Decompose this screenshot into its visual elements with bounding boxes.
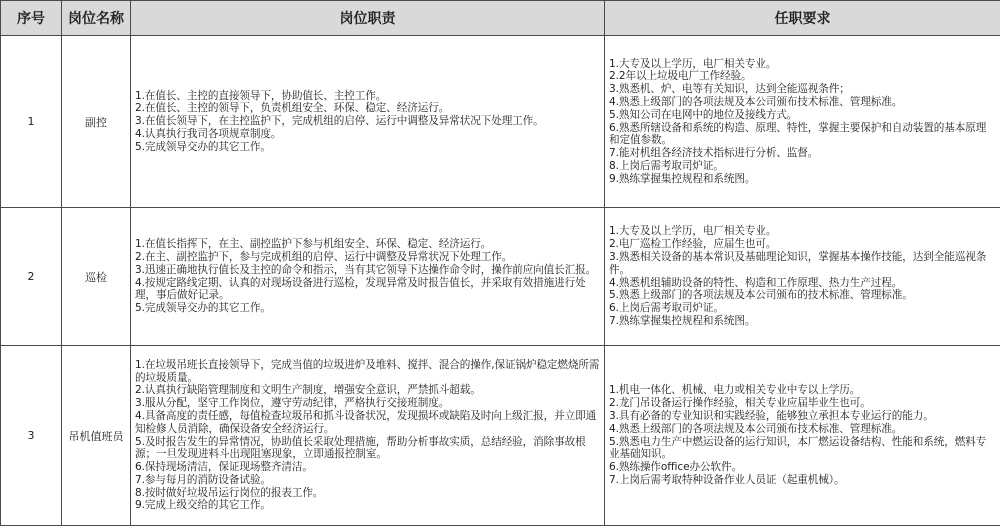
duties-list	[135, 238, 600, 315]
duty-item: 3.服从分配，坚守工作岗位，遵守劳动纪律，严格执行交接班制度。	[135, 397, 450, 410]
requirements-list	[609, 384, 996, 486]
requirement-item: 1.大专及以上学历，电厂相关专业。	[609, 225, 777, 238]
table-row	[1, 346, 1000, 526]
duty-item: 2.认真执行缺陷管理制度和文明生产制度，增强安全意识，严禁抓斗超载。	[135, 384, 481, 397]
duty-item: 1.在值长、主控的直接领导下，协助值长、主控工作。	[135, 89, 387, 102]
header-requirements: 任职要求	[605, 1, 1000, 36]
header-seq: 序号	[1, 1, 62, 36]
requirements-list	[609, 225, 996, 327]
row-duties-cell	[131, 346, 605, 526]
requirement-item: 4.熟悉上级部门的各项法规及本公司颁布技术标准、管理标准。	[609, 95, 903, 108]
row-requirements-cell	[605, 36, 1000, 208]
duties-list	[135, 359, 600, 513]
requirement-item: 1.机电一体化、机械、电力或相关专业中专以上学历。	[609, 384, 861, 397]
requirement-item: 2.电厂巡检工作经验，应届生也可。	[609, 238, 777, 251]
duty-item: 1.在值长指挥下，在主、副控监护下参与机组安全、环保、稳定、经济运行。	[135, 238, 492, 251]
requirement-item: 3.熟悉机、炉、电等有关知识，达到全能巡视条件；	[609, 83, 850, 96]
duty-item: 2.在值长、主控的领导下，负责机组安全、环保、稳定、经济运行。	[135, 102, 450, 115]
row-seq: 2	[1, 208, 62, 346]
requirement-item: 7.熟练掌握集控规程和系统图。	[609, 314, 756, 327]
duty-item: 5.完成领导交办的其它工作。	[135, 302, 271, 315]
requirement-item: 2.2年以上垃圾电厂工作经验。	[609, 70, 752, 83]
row-seq: 1	[1, 36, 62, 208]
requirement-item: 5.熟悉上级部门的各项法规及本公司颁布的技术标准、管理标准。	[609, 289, 913, 302]
duty-item: 5.完成领导交办的其它工作。	[135, 140, 271, 153]
requirement-item: 4.熟悉机组辅助设备的特性、构造和工作原理、热力生产过程。	[609, 276, 903, 289]
row-requirements-cell	[605, 346, 1000, 526]
row-position-name: 巡检	[62, 208, 131, 346]
duty-item: 2.在主、副控监护下，参与完成机组的启停、运行中调整及异常状况下处理工作。	[135, 250, 513, 263]
duty-item: 4.按规定路线定期、认真的对现场设备进行巡检，发现异常及时报告值长，并采取有效措施进行处理，事后做好记录。	[135, 276, 586, 302]
duty-item: 4.具备高度的责任感，每值检查垃圾吊和抓斗设备状况，发现损坏或缺陷及时向上级汇报，并立即通知检修人员消除，确保设备安全经济运行。	[135, 409, 597, 435]
requirement-item: 5.熟悉电力生产中燃运设备的运行知识，本厂燃运设备结构、性能和系统，燃料专业基础知识。	[609, 435, 987, 461]
duty-item: 3.迅速正确地执行值长及主控的命令和指示，当有其它领导下达操作命令时，操作前应向值长汇报。	[135, 263, 597, 276]
row-duties-cell	[131, 208, 605, 346]
duty-item: 3.在值长领导下，在主控监护下，完成机组的启停、运行中调整及异常状况下处理工作。	[135, 115, 544, 128]
row-seq: 3	[1, 346, 62, 526]
requirement-item: 6.熟悉所辖设备和系统的构造、原理、特性，掌握主要保护和自动装置的基本原理和定值参数。	[609, 121, 987, 147]
requirement-item: 3.熟悉相关设备的基本常识及基础理论知识，掌握基本操作技能，达到全能巡视条件。	[609, 250, 987, 276]
duty-item: 9.完成上级交给的其它工作。	[135, 499, 271, 512]
duties-list	[135, 90, 600, 154]
requirement-item: 1.大专及以上学历，电厂相关专业。	[609, 57, 777, 70]
requirement-item: 6.上岗后需考取司炉证。	[609, 302, 724, 315]
row-position-name: 副控	[62, 36, 131, 208]
requirement-item: 5.熟知公司在电网中的地位及接线方式。	[609, 108, 798, 121]
requirement-item: 4.熟悉上级部门的各项法规及本公司颁布技术标准、管理标准。	[609, 422, 903, 435]
header-duties: 岗位职责	[131, 1, 605, 36]
duty-item: 6.保持现场清洁，保证现场整齐清洁。	[135, 461, 313, 474]
requirement-item: 6.熟练操作office办公软件。	[609, 461, 742, 474]
requirement-item: 3.具有必备的专业知识和实践经验，能够独立承担本专业运行的能力。	[609, 409, 934, 422]
table-row	[1, 36, 1000, 208]
requirement-item: 8.上岗后需考取司炉证。	[609, 159, 724, 172]
duty-item: 4.认真执行我司各项规章制度。	[135, 127, 282, 140]
row-duties-cell	[131, 36, 605, 208]
requirement-item: 7.上岗后需考取特种设备作业人员证（起重机械）。	[609, 473, 845, 486]
requirements-list	[609, 58, 996, 186]
table-row	[1, 208, 1000, 346]
header-row	[1, 1, 1000, 36]
requirement-item: 7.能对机组各经济技术指标进行分析、监督。	[609, 147, 819, 160]
requirement-item: 9.熟练掌握集控规程和系统图。	[609, 172, 756, 185]
header-position-name: 岗位名称	[62, 1, 131, 36]
row-requirements-cell	[605, 208, 1000, 346]
row-position-name: 吊机值班员	[62, 346, 131, 526]
duty-item: 8.按时做好垃圾吊运行岗位的报表工作。	[135, 486, 324, 499]
duty-item: 7.参与每月的消防设备试验。	[135, 473, 271, 486]
duty-item: 5.及时报告发生的异常情况，协助值长采取处理措施，帮助分析事故实质，总结经验，消除事故根源；一旦发现进料斗出现阻塞现象，立即通报控制室。	[135, 435, 586, 461]
duty-item: 1.在垃圾吊班长直接领导下，完成当值的垃圾进炉及堆料、搅拌、混合的操作,保证锅炉稳定燃烧所需的垃圾质量。	[135, 358, 600, 384]
requirement-item: 2.龙门吊设备运行操作经验，相关专业应届毕业生也可。	[609, 397, 871, 410]
